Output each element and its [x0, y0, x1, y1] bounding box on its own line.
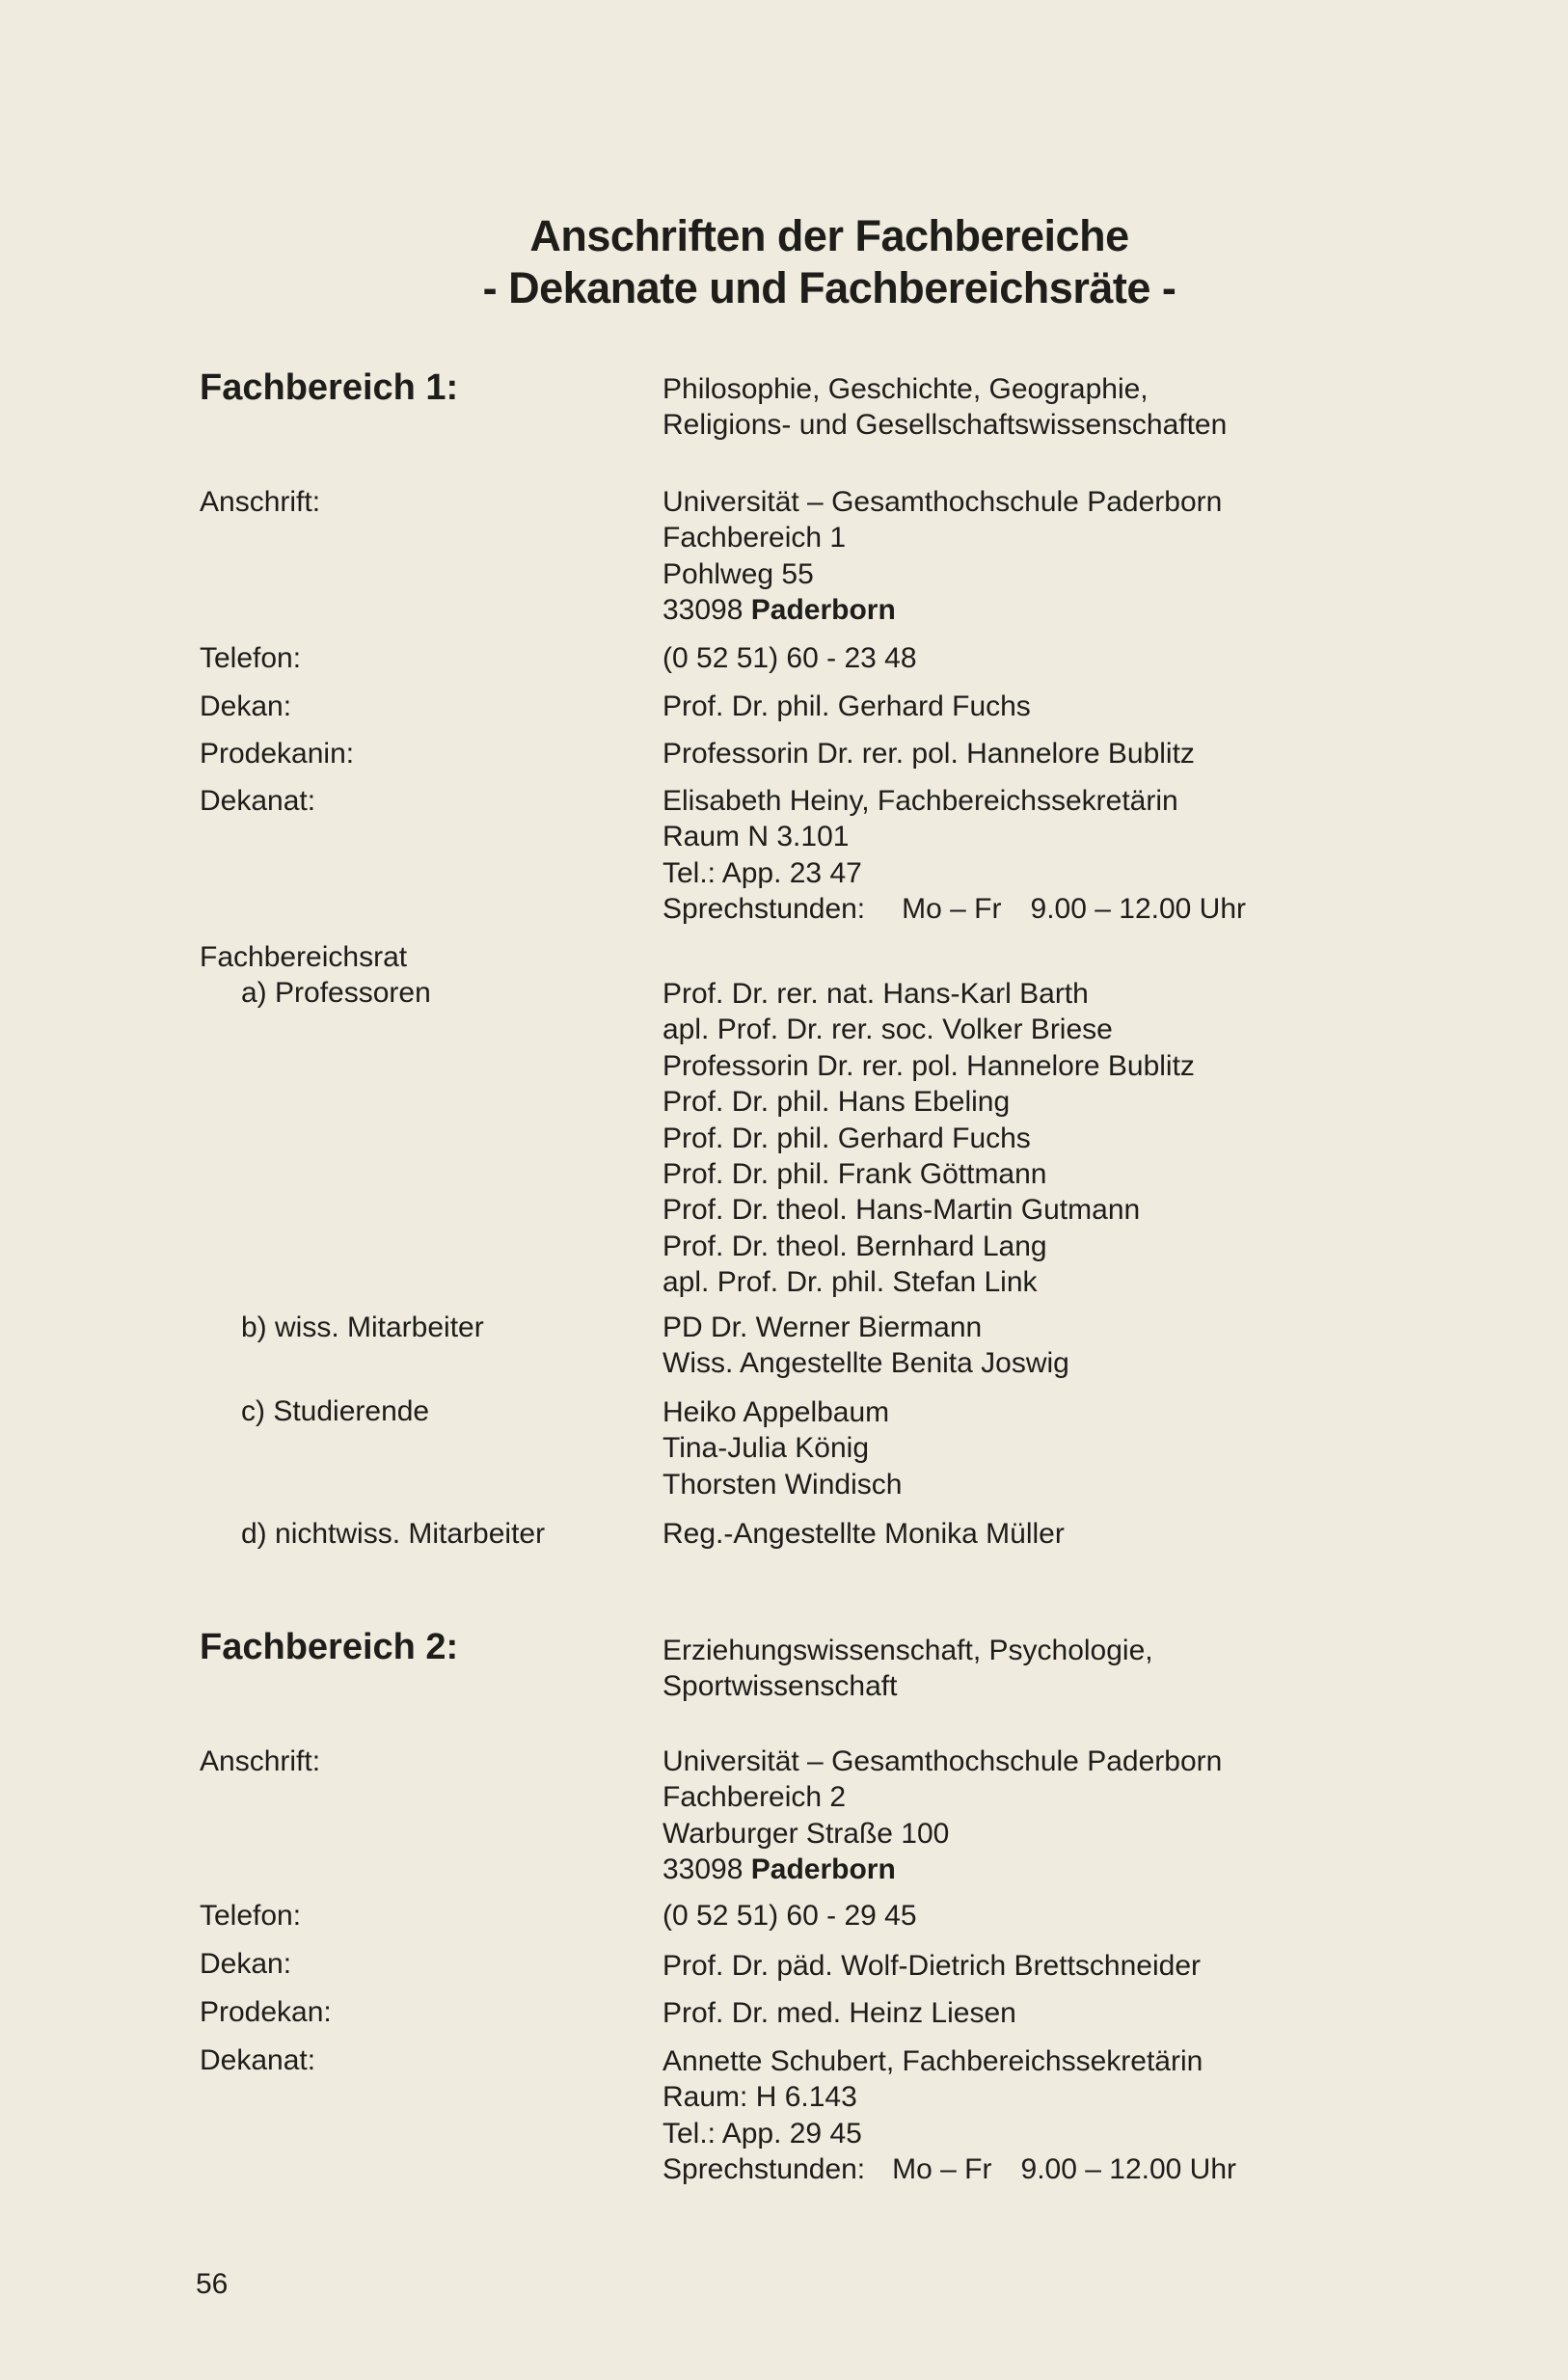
fb1-professoren-label: a) Professoren: [241, 977, 431, 1009]
fb2-prodekan: Prof. Dr. med. Heinz Liesen: [662, 1997, 1016, 2029]
fb1-fields: [662, 371, 1227, 444]
fb1-student: Tina-Julia König: [662, 1432, 869, 1465]
fb1-fields-line: Philosophie, Geschichte, Geographie,: [662, 373, 1149, 405]
fb1-professor: Prof. Dr. rer. nat. Hans-Karl Barth: [662, 978, 1089, 1010]
fb2-dekanat-line: Raum: H 6.143: [662, 2081, 857, 2114]
fb2-address-line: Universität – Gesamthochschule Paderborn: [662, 1745, 1223, 1777]
fb2-dekan: Prof. Dr. päd. Wolf-Dietrich Brettschneider: [662, 1950, 1201, 1982]
fb2-fields-line: Erziehungswissenschaft, Psychologie,: [662, 1635, 1153, 1666]
fb2-dekan-label: Dekan:: [200, 1948, 292, 1980]
fb1-professor: apl. Prof. Dr. rer. soc. Volker Briese: [662, 1014, 1113, 1046]
fb2-dekanat-label: Dekanat:: [200, 2044, 316, 2076]
fb1-professor: apl. Prof. Dr. phil. Stefan Link: [662, 1266, 1038, 1299]
fb1-address-line: Pohlweg 55: [662, 557, 814, 590]
fb1-anschrift-label: Anschrift:: [200, 486, 321, 518]
fb1-fields-line: Religions- und Gesellschaftswissenschaften: [662, 409, 1228, 442]
fb1-student: Heiko Appelbaum: [662, 1396, 890, 1428]
fb2-sprech-label: Sprechstunden:: [662, 2153, 866, 2186]
fb1-professor: Prof. Dr. phil. Frank Göttmann: [662, 1158, 1047, 1191]
fb2-sprech-days: Mo – Fr: [892, 2153, 992, 2186]
fb2-telefon-label: Telefon:: [200, 1900, 302, 1932]
fb2-address: [662, 1744, 1222, 1888]
fb1-sprech-time: 9.00 – 12.00 Uhr: [1030, 893, 1247, 926]
fb1-dekanat-line: Raum N 3.101: [662, 821, 850, 853]
fb1-dekanat: [662, 783, 1246, 928]
fb1-professor: Prof. Dr. phil. Gerhard Fuchs: [662, 1122, 1031, 1154]
fb2-address-line: Warburger Straße 100: [662, 1817, 950, 1850]
fb1-dekan-label: Dekan:: [200, 690, 292, 722]
fb1-wiss-member: Wiss. Angestellte Benita Joswig: [662, 1347, 1069, 1380]
fb2-heading: Fachbereich 2:: [200, 1627, 459, 1667]
fb1-professor: Prof. Dr. phil. Hans Ebeling: [662, 1086, 1011, 1119]
fb1-professoren: [662, 976, 1195, 1301]
fb1-nichtwiss-label: d) nichtwiss. Mitarbeiter: [241, 1518, 546, 1550]
fb1-professor: Prof. Dr. theol. Hans-Martin Gutmann: [662, 1194, 1141, 1227]
fb1-studierende: [662, 1394, 902, 1502]
page-title-line2: - Dekanate und Fachbereichsräte -: [482, 263, 1176, 312]
fb1-address-line: Universität – Gesamthochschule Paderborn: [662, 486, 1223, 518]
fb1-dekanat-line: Tel.: App. 23 47: [662, 856, 862, 889]
fb2-sprech-time: 9.00 – 12.00 Uhr: [1020, 2153, 1237, 2186]
fb1-wiss: [662, 1310, 1069, 1382]
fb1-sprechstunden: [662, 891, 1246, 927]
fb2-dekanat-line: Tel.: App. 29 45: [662, 2117, 862, 2150]
fb2-fields: [662, 1633, 1153, 1705]
fb1-telefon-label: Telefon:: [200, 642, 302, 674]
fb1-wiss-member: PD Dr. Werner Biermann: [662, 1312, 983, 1343]
fb1-address: [662, 484, 1222, 629]
fb2-sprechstunden: [662, 2151, 1236, 2187]
fb1-prodekanin: Professorin Dr. rer. pol. Hannelore Bublitz: [662, 738, 1195, 770]
fb1-fachbereichsrat-label: Fachbereichsrat: [200, 941, 408, 973]
fb2-prodekan-label: Prodekan:: [200, 1996, 332, 2028]
fb2-dekanat: [662, 2043, 1236, 2188]
fb2-zip: 33098: [662, 1853, 743, 1886]
fb1-zip: 33098: [662, 594, 743, 627]
fb1-city: Paderborn: [750, 594, 896, 627]
fb1-studierende-label: c) Studierende: [241, 1395, 430, 1427]
fb1-student: Thorsten Windisch: [662, 1468, 903, 1501]
fb1-sprech-days: Mo – Fr: [902, 893, 1002, 926]
fb1-dekanat-line: Elisabeth Heiny, Fachbereichssekretärin: [662, 785, 1178, 817]
fb1-dekanat-label: Dekanat:: [200, 785, 316, 817]
page-number: 56: [196, 2268, 229, 2300]
fb1-telefon: (0 52 51) 60 - 23 48: [662, 642, 917, 674]
fb1-address-city-line: [662, 592, 1222, 628]
fb2-telefon: (0 52 51) 60 - 29 45: [662, 1900, 917, 1932]
fb2-city: Paderborn: [750, 1853, 896, 1886]
fb2-fields-line: Sportwissenschaft: [662, 1670, 898, 1703]
fb1-wiss-label: b) wiss. Mitarbeiter: [241, 1312, 484, 1343]
fb1-address-line: Fachbereich 1: [662, 522, 847, 554]
fb1-heading: Fachbereich 1:: [200, 367, 459, 408]
fb2-anschrift-label: Anschrift:: [200, 1745, 321, 1777]
fb1-professor: Professorin Dr. rer. pol. Hannelore Bublitz: [662, 1049, 1195, 1082]
fb1-sprech-label: Sprechstunden:: [662, 893, 866, 926]
fb1-dekan: Prof. Dr. phil. Gerhard Fuchs: [662, 690, 1031, 722]
fb1-professor: Prof. Dr. theol. Bernhard Lang: [662, 1230, 1047, 1262]
page-title-line1: Anschriften der Fachbereiche: [529, 211, 1129, 260]
fb2-dekanat-line: Annette Schubert, Fachbereichssekretärin: [662, 2045, 1203, 2077]
fb1-prodekanin-label: Prodekanin:: [200, 738, 355, 770]
fb2-address-line: Fachbereich 2: [662, 1781, 847, 1814]
fb2-address-city-line: [662, 1852, 1222, 1887]
fb1-nichtwiss: Reg.-Angestellte Monika Müller: [662, 1518, 1065, 1550]
